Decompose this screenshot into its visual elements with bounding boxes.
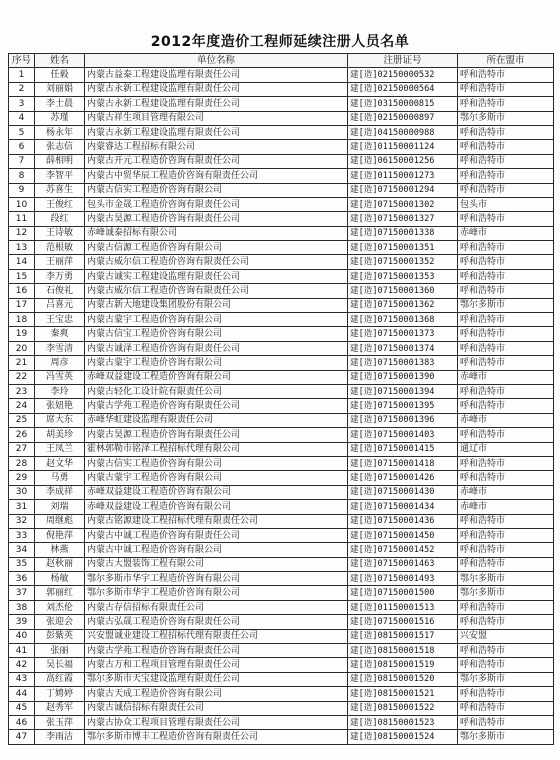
cell-city: 呼和浩特市	[458, 341, 554, 355]
column-header-city: 所在盟市	[458, 54, 554, 68]
cell-seq: 36	[9, 572, 35, 586]
table-row	[9, 341, 554, 355]
cell-seq: 10	[9, 197, 35, 211]
cell-city: 呼和浩特市	[458, 715, 554, 729]
cell-unit: 赤峰双益建设工程造价咨询有限公司	[85, 485, 348, 499]
table-row	[9, 313, 554, 327]
cell-unit: 内蒙古存信招标有限责任公司	[85, 600, 348, 614]
cell-name: 王俊红	[35, 197, 85, 211]
cell-city: 包头市	[458, 197, 554, 211]
cell-unit: 内蒙古弘晟工程造价咨询有限责任公司	[85, 615, 348, 629]
cell-city: 呼和浩特市	[458, 313, 554, 327]
cell-seq: 35	[9, 557, 35, 571]
cell-city: 呼和浩特市	[458, 644, 554, 658]
cell-cert: 建[造]01150001124	[348, 140, 458, 154]
cell-city: 呼和浩特市	[458, 543, 554, 557]
cell-cert: 建[造]08150001524	[348, 730, 458, 744]
cell-unit: 内蒙古诚信招标有限责任公司	[85, 701, 348, 715]
column-header-seq: 序号	[9, 54, 35, 68]
cell-seq: 8	[9, 169, 35, 183]
cell-unit: 内蒙古威尔信工程造价咨询有限责任公司	[85, 255, 348, 269]
cell-seq: 5	[9, 125, 35, 139]
cell-name: 王丽萍	[35, 255, 85, 269]
cell-cert: 建[造]07150001360	[348, 284, 458, 298]
table-row	[9, 413, 554, 427]
table-row	[9, 715, 554, 729]
cell-seq: 2	[9, 82, 35, 96]
cell-city: 呼和浩特市	[458, 169, 554, 183]
cell-seq: 20	[9, 341, 35, 355]
table-row	[9, 528, 554, 542]
cell-seq: 6	[9, 140, 35, 154]
table-row	[9, 586, 554, 600]
cell-unit: 鄂尔多斯市天宝建设监理有限责任公司	[85, 672, 348, 686]
column-header-unit: 单位名称	[85, 54, 348, 68]
cell-city: 呼和浩特市	[458, 471, 554, 485]
table-row	[9, 658, 554, 672]
cell-name: 苏瑾	[35, 111, 85, 125]
cell-unit: 内蒙古协众工程项目管理有限责任公司	[85, 715, 348, 729]
table-row	[9, 284, 554, 298]
cell-name: 任毅	[35, 68, 85, 82]
cell-city: 呼和浩特市	[458, 557, 554, 571]
table-row	[9, 730, 554, 744]
cell-cert: 建[造]02150000897	[348, 111, 458, 125]
cell-name: 张妞艳	[35, 399, 85, 413]
cell-name: 苏喜生	[35, 183, 85, 197]
cell-unit: 鄂尔多斯市华宇工程造价咨询有限公司	[85, 572, 348, 586]
cell-name: 周继彪	[35, 514, 85, 528]
cell-cert: 建[造]07150001500	[348, 586, 458, 600]
cell-seq: 18	[9, 313, 35, 327]
cell-city: 呼和浩特市	[458, 82, 554, 96]
cell-city: 呼和浩特市	[458, 68, 554, 82]
cell-city: 呼和浩特市	[458, 428, 554, 442]
table-body	[9, 68, 554, 744]
cell-cert: 建[造]07150001302	[348, 197, 458, 211]
cell-seq: 13	[9, 241, 35, 255]
cell-cert: 建[造]07150001418	[348, 456, 458, 470]
cell-name: 倪艳萍	[35, 528, 85, 542]
cell-seq: 29	[9, 471, 35, 485]
cell-seq: 46	[9, 715, 35, 729]
table-row	[9, 140, 554, 154]
cell-seq: 23	[9, 384, 35, 398]
table-row	[9, 485, 554, 499]
cell-cert: 建[造]07150001403	[348, 428, 458, 442]
cell-name: 秦爽	[35, 327, 85, 341]
cell-name: 李智平	[35, 169, 85, 183]
table-row	[9, 500, 554, 514]
cell-cert: 建[造]01150001273	[348, 169, 458, 183]
cell-cert: 建[造]07150001430	[348, 485, 458, 499]
cell-unit: 内蒙古永新工程建设监理有限责任公司	[85, 82, 348, 96]
cell-seq: 21	[9, 356, 35, 370]
cell-seq: 14	[9, 255, 35, 269]
table-row	[9, 241, 554, 255]
table-row	[9, 629, 554, 643]
cell-name: 刘瑞	[35, 500, 85, 514]
cell-unit: 内蒙古昊源工程造价咨询有限责任公司	[85, 428, 348, 442]
cell-cert: 建[造]07150001493	[348, 572, 458, 586]
cell-name: 郭丽红	[35, 586, 85, 600]
table-row	[9, 269, 554, 283]
cell-name: 林燕	[35, 543, 85, 557]
cell-city: 呼和浩特市	[458, 600, 554, 614]
cell-city: 呼和浩特市	[458, 701, 554, 715]
table-row	[9, 615, 554, 629]
cell-seq: 37	[9, 586, 35, 600]
table-row	[9, 111, 554, 125]
cell-seq: 25	[9, 413, 35, 427]
table-row	[9, 68, 554, 82]
cell-cert: 建[造]08150001522	[348, 701, 458, 715]
table-row	[9, 255, 554, 269]
cell-unit: 内蒙古信实工程造价咨询有限公司	[85, 183, 348, 197]
cell-cert: 建[造]08150001517	[348, 629, 458, 643]
cell-seq: 31	[9, 500, 35, 514]
cell-name: 胡美珍	[35, 428, 85, 442]
cell-cert: 建[造]08150001519	[348, 658, 458, 672]
registration-table	[8, 53, 554, 745]
cell-cert: 建[造]07150001368	[348, 313, 458, 327]
cell-city: 鄂尔多斯市	[458, 572, 554, 586]
cell-city: 呼和浩特市	[458, 384, 554, 398]
cell-seq: 19	[9, 327, 35, 341]
cell-unit: 内蒙古铭源建设工程招标代理有限责任公司	[85, 514, 348, 528]
cell-unit: 内蒙古祥生项目管理有限公司	[85, 111, 348, 125]
table-header	[9, 54, 554, 68]
cell-seq: 47	[9, 730, 35, 744]
cell-name: 石俊礼	[35, 284, 85, 298]
header-row	[9, 54, 554, 68]
table-row	[9, 399, 554, 413]
cell-seq: 3	[9, 97, 35, 111]
table-row	[9, 183, 554, 197]
cell-name: 张丽	[35, 644, 85, 658]
cell-city: 鄂尔多斯市	[458, 298, 554, 312]
cell-seq: 9	[9, 183, 35, 197]
cell-unit: 内蒙古中贸华辰工程造价咨询有限责任公司	[85, 169, 348, 183]
cell-seq: 1	[9, 68, 35, 82]
cell-cert: 建[造]07150001353	[348, 269, 458, 283]
cell-city: 呼和浩特市	[458, 125, 554, 139]
cell-name: 冯雪英	[35, 370, 85, 384]
cell-name: 王诗敏	[35, 226, 85, 240]
cell-unit: 包头市金晟工程造价咨询有限责任公司	[85, 197, 348, 211]
cell-unit: 内蒙古昊源工程造价咨询有限责任公司	[85, 212, 348, 226]
table-row	[9, 370, 554, 384]
cell-city: 兴安盟	[458, 629, 554, 643]
cell-city: 呼和浩特市	[458, 183, 554, 197]
cell-unit: 内蒙古中诚工程造价咨询有限公司	[85, 543, 348, 557]
table-row	[9, 572, 554, 586]
cell-seq: 4	[9, 111, 35, 125]
cell-unit: 内蒙古信实工程造价咨询有限公司	[85, 456, 348, 470]
cell-unit: 内蒙睿达工程招标有限公司	[85, 140, 348, 154]
cell-cert: 建[造]07150001434	[348, 500, 458, 514]
cell-city: 赤峰市	[458, 500, 554, 514]
table-row	[9, 672, 554, 686]
cell-cert: 建[造]07150001374	[348, 341, 458, 355]
cell-cert: 建[造]07150001396	[348, 413, 458, 427]
cell-unit: 内蒙古诚实工程建设监理有限责任公司	[85, 269, 348, 283]
cell-unit: 赤峰双益建设工程造价咨询有限公司	[85, 370, 348, 384]
cell-name: 李士晨	[35, 97, 85, 111]
table-row	[9, 428, 554, 442]
cell-unit: 内蒙古信宝工程造价咨询有限公司	[85, 327, 348, 341]
cell-name: 高红霞	[35, 672, 85, 686]
cell-seq: 27	[9, 442, 35, 456]
cell-cert: 建[造]07150001452	[348, 543, 458, 557]
cell-city: 赤峰市	[458, 485, 554, 499]
cell-name: 张迎会	[35, 615, 85, 629]
cell-city: 赤峰市	[458, 226, 554, 240]
cell-name: 杨永年	[35, 125, 85, 139]
table-row	[9, 600, 554, 614]
cell-city: 呼和浩特市	[458, 154, 554, 168]
cell-cert: 建[造]08150001518	[348, 644, 458, 658]
column-header-cert: 注册证号	[348, 54, 458, 68]
cell-unit: 内蒙古中诚工程造价咨询有限责任公司	[85, 528, 348, 542]
cell-city: 呼和浩特市	[458, 456, 554, 470]
cell-seq: 41	[9, 644, 35, 658]
cell-name: 李万勇	[35, 269, 85, 283]
cell-cert: 建[造]07150001450	[348, 528, 458, 542]
cell-name: 周彦	[35, 356, 85, 370]
cell-unit: 内蒙古诚泽工程造价咨询有限责任公司	[85, 341, 348, 355]
cell-city: 呼和浩特市	[458, 97, 554, 111]
cell-unit: 赤峰双益建设工程造价咨询有限公司	[85, 500, 348, 514]
table-row	[9, 298, 554, 312]
cell-unit: 内蒙古学苑工程造价咨询有限责任公司	[85, 644, 348, 658]
cell-cert: 建[造]07150001436	[348, 514, 458, 528]
table-row	[9, 327, 554, 341]
cell-city: 呼和浩特市	[458, 658, 554, 672]
document-title: 2012年度造价工程师延续注册人员名单	[150, 34, 410, 50]
table-row	[9, 384, 554, 398]
cell-city: 赤峰市	[458, 413, 554, 427]
cell-city: 呼和浩特市	[458, 241, 554, 255]
cell-unit: 内蒙古蒙宇工程造价咨询有限公司	[85, 471, 348, 485]
cell-unit: 内蒙古益泰工程建设监理有限责任公司	[85, 68, 348, 82]
cell-unit: 内蒙古蒙宇工程造价咨询有限公司	[85, 313, 348, 327]
cell-name: 薛相明	[35, 154, 85, 168]
cell-seq: 26	[9, 428, 35, 442]
table-row	[9, 356, 554, 370]
cell-unit: 内蒙古万和工程项目管理有限责任公司	[85, 658, 348, 672]
cell-seq: 7	[9, 154, 35, 168]
cell-cert: 建[造]07150001338	[348, 226, 458, 240]
cell-seq: 33	[9, 528, 35, 542]
cell-seq: 30	[9, 485, 35, 499]
cell-cert: 建[造]06150001256	[348, 154, 458, 168]
table-row	[9, 687, 554, 701]
cell-city: 呼和浩特市	[458, 528, 554, 542]
cell-unit: 内蒙古蒙宇工程造价咨询有限公司	[85, 356, 348, 370]
cell-name: 张玉萍	[35, 715, 85, 729]
cell-seq: 39	[9, 615, 35, 629]
cell-city: 呼和浩特市	[458, 399, 554, 413]
table-row	[9, 154, 554, 168]
cell-name: 马勇	[35, 471, 85, 485]
cell-name: 段红	[35, 212, 85, 226]
cell-name: 席大东	[35, 413, 85, 427]
cell-name: 刘丽娟	[35, 82, 85, 96]
cell-seq: 45	[9, 701, 35, 715]
cell-name: 王宝忠	[35, 313, 85, 327]
cell-name: 杨敏	[35, 572, 85, 586]
cell-cert: 建[造]07150001351	[348, 241, 458, 255]
cell-seq: 34	[9, 543, 35, 557]
cell-cert: 建[造]07150001373	[348, 327, 458, 341]
table-row	[9, 514, 554, 528]
cell-cert: 建[造]07150001394	[348, 384, 458, 398]
cell-name: 李成祥	[35, 485, 85, 499]
cell-cert: 建[造]07150001352	[348, 255, 458, 269]
cell-city: 呼和浩特市	[458, 327, 554, 341]
cell-cert: 建[造]07150001294	[348, 183, 458, 197]
table-row	[9, 442, 554, 456]
cell-cert: 建[造]07150001426	[348, 471, 458, 485]
cell-cert: 建[造]07150001383	[348, 356, 458, 370]
cell-unit: 内蒙古大盟装饰工程有限公司	[85, 557, 348, 571]
cell-cert: 建[造]08150001521	[348, 687, 458, 701]
cell-cert: 建[造]07150001516	[348, 615, 458, 629]
cell-cert: 建[造]07150001362	[348, 298, 458, 312]
cell-name: 范根敏	[35, 241, 85, 255]
table-row	[9, 82, 554, 96]
table-row	[9, 471, 554, 485]
cell-unit: 内蒙古学苑工程造价咨询有限责任公司	[85, 399, 348, 413]
cell-unit: 内蒙古轻化工设计院有限责任公司	[85, 384, 348, 398]
cell-city: 呼和浩特市	[458, 140, 554, 154]
cell-cert: 建[造]08150001520	[348, 672, 458, 686]
cell-city: 赤峰市	[458, 370, 554, 384]
cell-seq: 40	[9, 629, 35, 643]
cell-cert: 建[造]07150001415	[348, 442, 458, 456]
cell-seq: 11	[9, 212, 35, 226]
cell-seq: 17	[9, 298, 35, 312]
cell-cert: 建[造]03150000815	[348, 97, 458, 111]
cell-seq: 38	[9, 600, 35, 614]
cell-name: 张志信	[35, 140, 85, 154]
cell-cert: 建[造]04150000988	[348, 125, 458, 139]
cell-city: 鄂尔多斯市	[458, 730, 554, 744]
cell-seq: 42	[9, 658, 35, 672]
cell-city: 呼和浩特市	[458, 212, 554, 226]
cell-unit: 内蒙古开元工程造价咨询有限责任公司	[85, 154, 348, 168]
cell-seq: 24	[9, 399, 35, 413]
cell-seq: 28	[9, 456, 35, 470]
cell-cert: 建[造]07150001463	[348, 557, 458, 571]
cell-unit: 赤峰华虹建设监理有限责任公司	[85, 413, 348, 427]
cell-city: 呼和浩特市	[458, 615, 554, 629]
cell-city: 鄂尔多斯市	[458, 586, 554, 600]
cell-cert: 建[造]02150000564	[348, 82, 458, 96]
table-row	[9, 169, 554, 183]
cell-city: 鄂尔多斯市	[458, 111, 554, 125]
table-row	[9, 226, 554, 240]
cell-name: 丁娉婷	[35, 687, 85, 701]
table-row	[9, 125, 554, 139]
table-row	[9, 197, 554, 211]
cell-cert: 建[造]07150001327	[348, 212, 458, 226]
cell-name: 赵秋丽	[35, 557, 85, 571]
cell-name: 李雪清	[35, 341, 85, 355]
cell-unit: 鄂尔多斯市华宇工程造价咨询有限公司	[85, 586, 348, 600]
cell-unit: 鄂尔多斯市博丰工程造价咨询有限责任公司	[85, 730, 348, 744]
cell-name: 吴长福	[35, 658, 85, 672]
cell-seq: 16	[9, 284, 35, 298]
cell-seq: 22	[9, 370, 35, 384]
cell-city: 呼和浩特市	[458, 687, 554, 701]
cell-unit: 内蒙古信源工程造价咨询有限公司	[85, 241, 348, 255]
cell-name: 彭紫英	[35, 629, 85, 643]
table-row	[9, 97, 554, 111]
cell-name: 刘杰伦	[35, 600, 85, 614]
cell-city: 鄂尔多斯市	[458, 672, 554, 686]
cell-unit: 内蒙古威尔信工程造价咨询有限责任公司	[85, 284, 348, 298]
cell-unit: 内蒙古永新工程建设监理有限责任公司	[85, 97, 348, 111]
table-row	[9, 701, 554, 715]
cell-seq: 32	[9, 514, 35, 528]
table-row	[9, 557, 554, 571]
cell-name: 赵秀军	[35, 701, 85, 715]
cell-name: 赵文华	[35, 456, 85, 470]
table-row	[9, 644, 554, 658]
table-row	[9, 212, 554, 226]
cell-city: 呼和浩特市	[458, 284, 554, 298]
cell-city: 呼和浩特市	[458, 356, 554, 370]
cell-unit: 霍林郭勒市铭泽工程招标代理有限公司	[85, 442, 348, 456]
cell-cert: 建[造]07150001395	[348, 399, 458, 413]
cell-name: 李玲	[35, 384, 85, 398]
cell-city: 呼和浩特市	[458, 255, 554, 269]
cell-unit: 兴安盟诚业建设工程招标代理有限责任公司	[85, 629, 348, 643]
cell-seq: 44	[9, 687, 35, 701]
cell-name: 李雨洁	[35, 730, 85, 744]
column-header-name: 姓名	[35, 54, 85, 68]
table-row	[9, 456, 554, 470]
cell-seq: 43	[9, 672, 35, 686]
cell-city: 呼和浩特市	[458, 269, 554, 283]
cell-seq: 15	[9, 269, 35, 283]
cell-city: 呼和浩特市	[458, 514, 554, 528]
cell-cert: 建[造]08150001523	[348, 715, 458, 729]
table-row	[9, 543, 554, 557]
cell-seq: 12	[9, 226, 35, 240]
cell-unit: 内蒙古新大地建设集团股份有限公司	[85, 298, 348, 312]
cell-cert: 建[造]02150000532	[348, 68, 458, 82]
cell-unit: 内蒙古永新工程建设监理有限责任公司	[85, 125, 348, 139]
cell-cert: 建[造]07150001390	[348, 370, 458, 384]
cell-city: 通辽市	[458, 442, 554, 456]
cell-name: 吕喜元	[35, 298, 85, 312]
cell-cert: 建[造]01150001513	[348, 600, 458, 614]
cell-unit: 内蒙古天成工程造价咨询有限公司	[85, 687, 348, 701]
cell-name: 王凤兰	[35, 442, 85, 456]
cell-unit: 赤峰诚泰招标有限公司	[85, 226, 348, 240]
